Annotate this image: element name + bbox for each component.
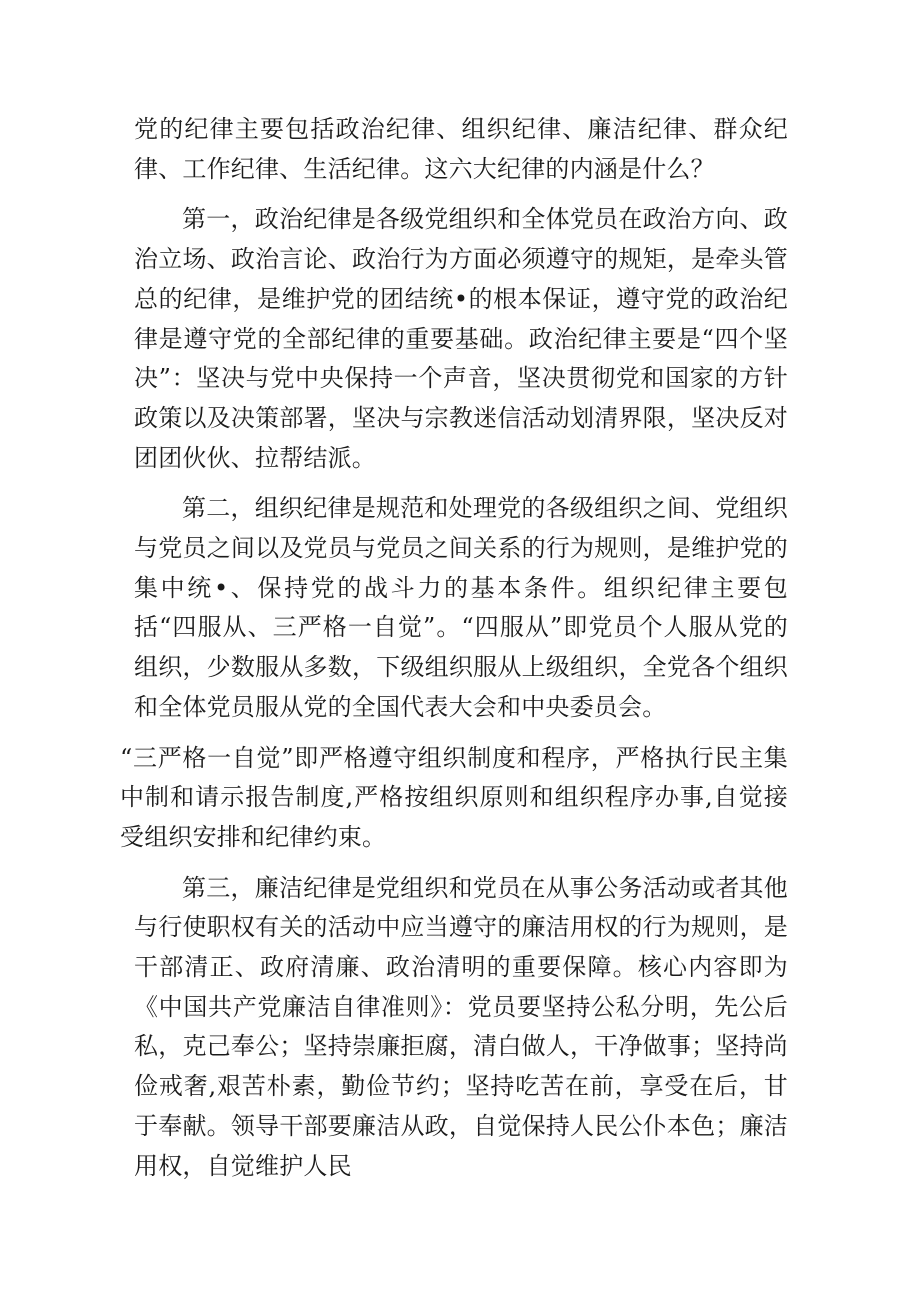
paragraph-political-discipline: 第一，政治纪律是各级党组织和全体党员在政治方向、政治立场、政治言论、政治行为方面必须遵守的规矩，是牵头管总的纪律，是维护党的团结统•的根本保证，遵守党的政治纪律是遵守党的全部纪律的重要基础。政治纪律主要是“四个坚决”：坚决与党中央保持一个声音，坚决贯彻党和国家的方针政策以及决策部署，坚决与宗教迷信活动划清界限，坚决反对团团伙伙、拉帮结派。 <box>134 205 788 472</box>
paragraph-three-strict-one-conscious: “三严格一自觉”即严格遵守组织制度和程序，严格执行民主集中制和请示报告制度,严格按组织原则和组织程序办事,自觉接受组织安排和纪律约束。 <box>120 743 788 851</box>
document-body <box>120 110 788 1186</box>
paragraph-organizational-discipline: 第二，组织纪律是规范和处理党的各级组织之间、党组织与党员之间以及党员与党员之间关系的行为规则，是维护党的集中统•、保持党的战斗力的基本条件。组织纪律主要包括“四服从、三严格一自觉”。“四服从”即党员个人服从党的组织，少数服从多数，下级组织服从上级组织，全党各个组织和全体党员服从党的全国代表大会和中央委员会。 <box>134 494 788 721</box>
paragraph-integrity-discipline: 第三，廉洁纪律是党组织和党员在从事公务活动或者其他与行使职权有关的活动中应当遵守的廉洁用权的行为规则，是干部清正、政府清廉、政治清明的重要保障。核心内容即为《中国共产党廉洁自律准则》：党员要坚持公私分明，先公后私，克己奉公；坚持崇廉拒腐，清白做人，干净做事；坚持尚俭戒奢,艰苦朴素，勤俭节约；坚持吃苦在前，享受在后，甘于奉献。领导干部要廉洁从政，自觉保持人民公仆本色；廉洁用权，自觉维护人民 <box>134 873 788 1180</box>
paragraph-intro: 党的纪律主要包括政治纪律、组织纪律、廉洁纪律、群众纪律、工作纪律、生活纪律。这六大纪律的内涵是什么？ <box>134 115 788 183</box>
